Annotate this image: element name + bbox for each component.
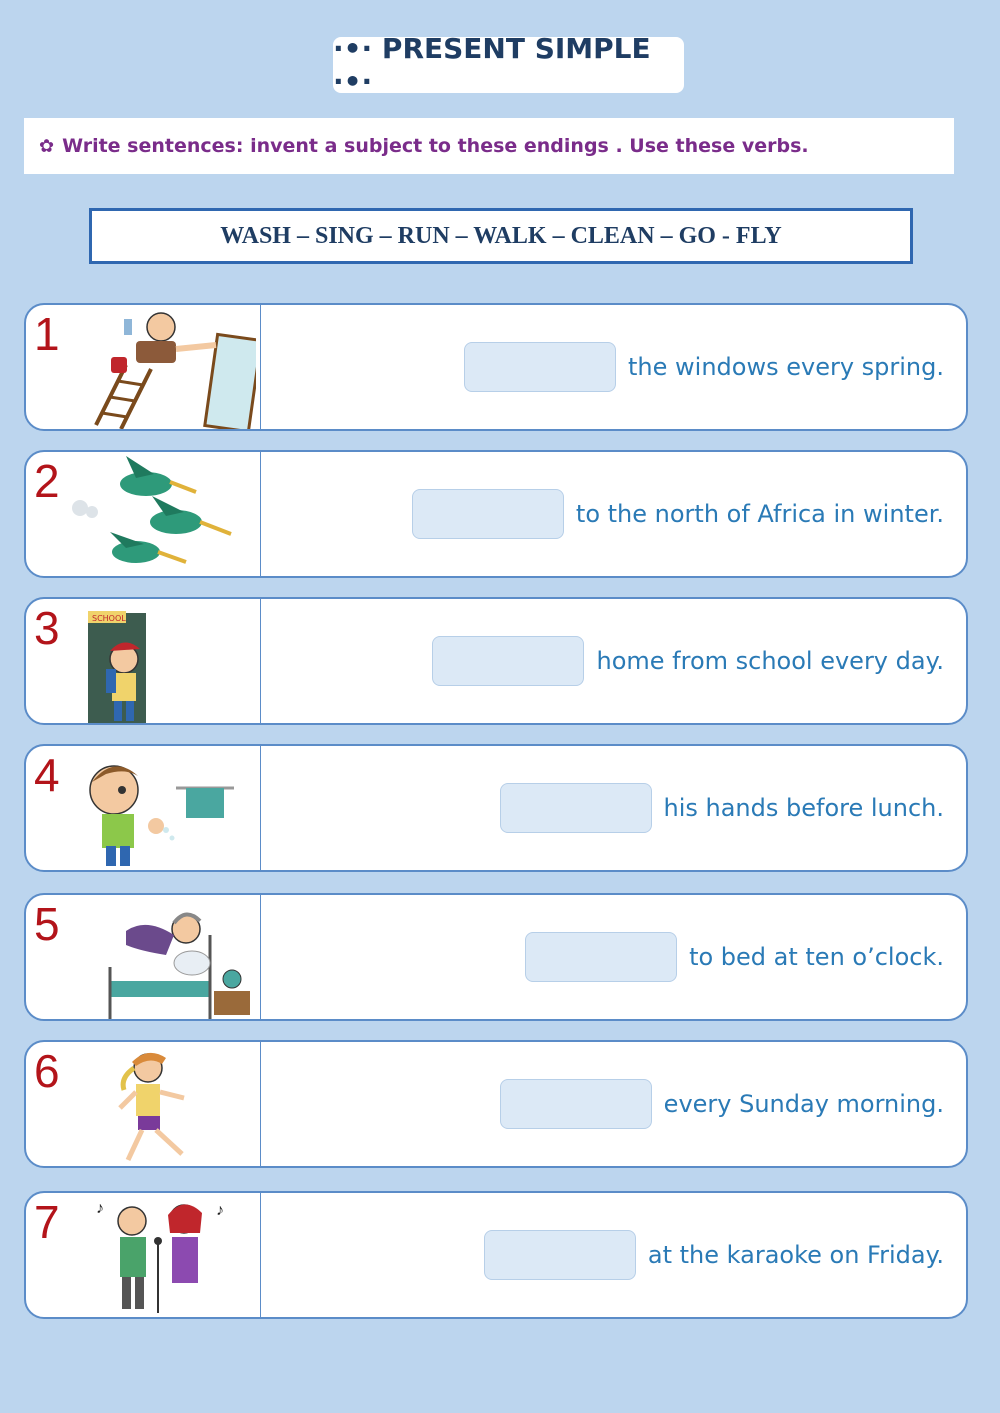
sentence-ending: to the north of Africa in winter. xyxy=(575,500,944,528)
instructions-banner xyxy=(24,118,954,174)
answer-input[interactable] xyxy=(484,1230,636,1280)
sentence-ending: home from school every day. xyxy=(596,647,944,675)
item-number: 3 xyxy=(34,602,60,654)
item-number: 5 xyxy=(34,898,60,950)
item-number: 7 xyxy=(34,1196,60,1248)
exercise-row-3 xyxy=(24,597,968,725)
answer-input[interactable] xyxy=(432,636,584,686)
verb-list-box xyxy=(89,208,913,264)
verb-list: WASH – SING – RUN – WALK – CLEAN – GO - FLY xyxy=(220,222,782,249)
couple-singing-illustration xyxy=(66,1193,256,1317)
boy-leaving-school-illustration xyxy=(66,599,256,723)
picture-cell xyxy=(26,452,261,576)
answer-input[interactable] xyxy=(500,783,652,833)
exercise-row-7 xyxy=(24,1191,968,1319)
picture-cell xyxy=(26,746,261,870)
svg-text:♪: ♪ xyxy=(96,1200,104,1217)
item-number: 6 xyxy=(34,1045,60,1097)
picture-cell xyxy=(26,1042,261,1166)
item-number: 4 xyxy=(34,749,60,801)
picture-cell xyxy=(26,305,261,429)
picture-cell xyxy=(26,1193,261,1317)
sentence-ending: to bed at ten o’clock. xyxy=(689,943,944,971)
answer-input[interactable] xyxy=(500,1079,652,1129)
sentence-ending: the windows every spring. xyxy=(628,353,944,381)
boy-washing-hands-illustration xyxy=(66,746,256,870)
item-number: 2 xyxy=(34,455,60,507)
birds-flying-illustration xyxy=(66,452,256,576)
gear-icon: ✿ xyxy=(39,135,55,157)
exercise-row-1 xyxy=(24,303,968,431)
answer-input[interactable] xyxy=(464,342,616,392)
sentence-ending: at the karaoke on Friday. xyxy=(647,1241,944,1269)
man-going-to-bed-illustration xyxy=(66,895,256,1019)
picture-cell xyxy=(26,895,261,1019)
exercise-row-5 xyxy=(24,893,968,1021)
exercise-row-2 xyxy=(24,450,968,578)
svg-text:SCHOOL: SCHOOL xyxy=(92,614,126,623)
woman-running-illustration xyxy=(66,1042,256,1166)
sentence-ending: his hands before lunch. xyxy=(663,794,944,822)
exercise-row-6 xyxy=(24,1040,968,1168)
exercise-row-4 xyxy=(24,744,968,872)
instructions-text: Write sentences: invent a subject to these endings . Use these verbs. xyxy=(62,135,809,157)
answer-input[interactable] xyxy=(525,932,677,982)
svg-text:♪: ♪ xyxy=(216,1202,224,1219)
picture-cell xyxy=(26,599,261,723)
man-cleaning-window-illustration xyxy=(66,305,256,429)
answer-input[interactable] xyxy=(412,489,564,539)
sentence-ending: every Sunday morning. xyxy=(663,1090,944,1118)
page-title: ·•· PRESENT SIMPLE ·•· xyxy=(333,37,684,93)
item-number: 1 xyxy=(34,308,60,360)
